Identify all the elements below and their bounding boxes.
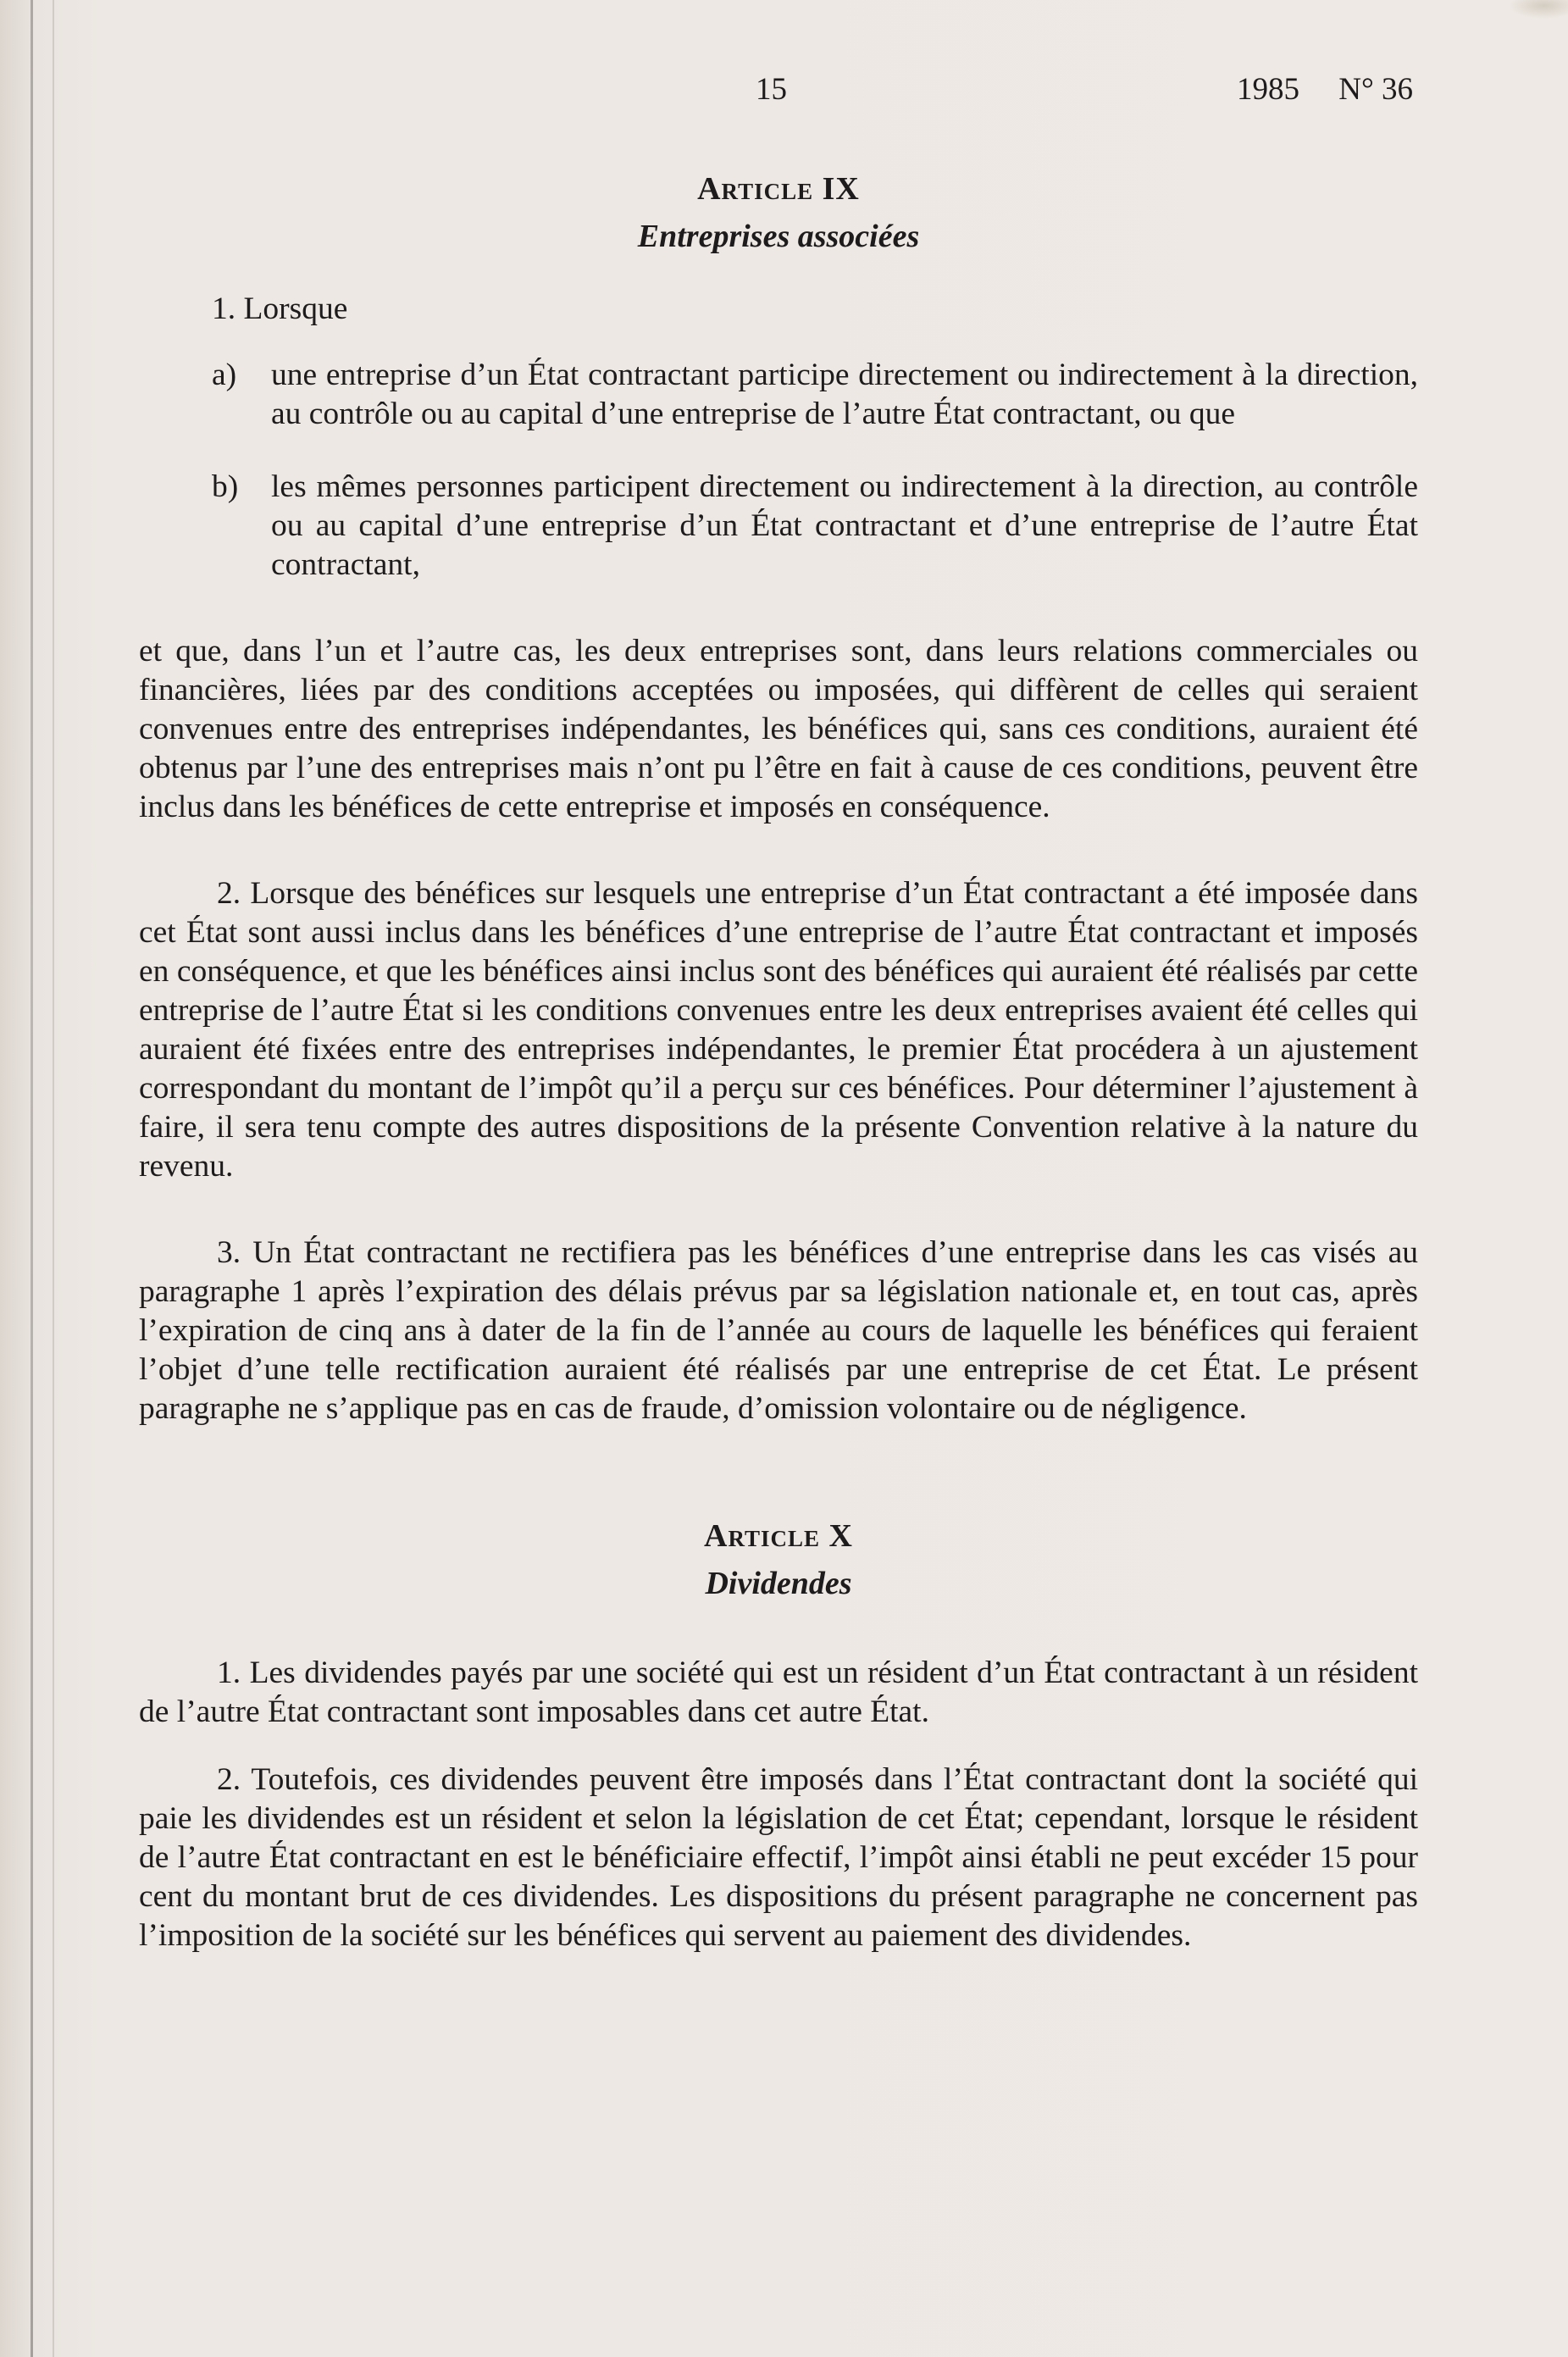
article-ix-item-b xyxy=(139,468,1418,585)
item-a-letter: a) xyxy=(212,358,237,392)
binding-edge xyxy=(30,0,33,2357)
article-x xyxy=(139,1517,1418,1955)
article-ix-subheading: Entreprises associées xyxy=(637,219,920,254)
document-body xyxy=(139,169,1418,1955)
item-b-letter: b) xyxy=(212,469,239,504)
binding-shadow xyxy=(53,0,54,2357)
page-number: 15 xyxy=(756,72,787,107)
article-x-paragraph-2: 2. Toutefois, ces dividendes peuvent être imposés dans l’État contractant dont la société qui paie les dividendes est un résident et selon la législation de cet État; cependant, lorsque le résident de l’autre État contractant en est le bénéficiaire effectif, l’impôt ainsi établi ne peut excéder 15 pour cent du montant brut de ces dividendes. Les dispositions du présent paragraphe ne concernent pas l’imposition de la société sur les bénéfices qui servent au paiement des dividendes. xyxy=(139,1762,1418,1953)
publication-reference xyxy=(1237,71,1413,108)
item-a-text: une entreprise d’un État contractant participe directement ou indirectement à la direction, au contrôle ou au capital d’une entreprise de l’autre État contractant, ou que xyxy=(271,358,1418,431)
article-x-heading: Article X xyxy=(704,1518,853,1554)
issue-number: N° 36 xyxy=(1338,72,1413,107)
article-x-subheading: Dividendes xyxy=(705,1566,852,1601)
page-header xyxy=(0,71,1568,114)
article-ix-paragraph-1-intro: 1. Lorsque xyxy=(212,291,348,326)
article-ix-heading: Article IX xyxy=(697,171,860,207)
article-x-paragraph-1: 1. Les dividendes payés par une société qui est un résident d’un État contractant à un résident de l’autre État contractant sont imposables dans cet autre État. xyxy=(139,1655,1418,1729)
article-ix-paragraph-3: 3. Un État contractant ne rectifiera pas les bénéfices d’une entreprise dans les cas visés au paragraphe 1 après l’expiration des délais prévus par sa législation nationale et, en tout cas, après l’expiration de cinq ans à dater de la fin de l’année au cours de laquelle les bénéfices qui feraient l’objet d’une telle rectification auraient été réalisés par une entreprise de cet État. Le présent paragraphe ne s’applique pas en cas de fraude, d’omission volontaire ou de négligence. xyxy=(139,1235,1418,1426)
article-ix-paragraph-1-conclusion: et que, dans l’un et l’autre cas, les deux entreprises sont, dans leurs relations commerciales ou financières, liées par des conditions acceptées ou imposées, qui diffèrent de celles qui seraient convenues entre des entreprises indépendantes, les bénéfices qui, sans ces conditions, auraient été obtenus par l’une des entreprises mais n’ont pu l’être en fait à cause de ces conditions, peuvent être inclus dans les bénéfices de cette entreprise et imposés en conséquence. xyxy=(139,634,1418,824)
article-ix-paragraph-2: 2. Lorsque des bénéfices sur lesquels une entreprise d’un État contractant a été imposée dans cet État sont aussi inclus dans les bénéfices d’une entreprise de l’autre État contractant et imposés en conséquence, et que les bénéfices ainsi inclus sont des bénéfices qui auraient été réalisés par cette entreprise de l’autre État si les conditions convenues entre les deux entreprises avaient été celles qui auraient été fixées entre des entreprises indépendantes, le premier État procédera à un ajustement correspondant du montant de l’impôt qu’il a perçu sur ces bénéfices. Pour déterminer l’ajustement à faire, il sera tenu compte des autres dispositions de la présente Convention relative à la nature du revenu. xyxy=(139,876,1418,1184)
article-ix-item-a xyxy=(139,356,1418,434)
article-ix xyxy=(139,169,1418,1428)
corner-stain xyxy=(1509,0,1568,19)
publication-year: 1985 xyxy=(1236,72,1299,107)
item-b-text: les mêmes personnes participent directement ou indirectement à la direction, au contrôle ou au capital d’une entreprise d’un État contractant et d’une entreprise de l’autre État contractant, xyxy=(271,469,1418,582)
